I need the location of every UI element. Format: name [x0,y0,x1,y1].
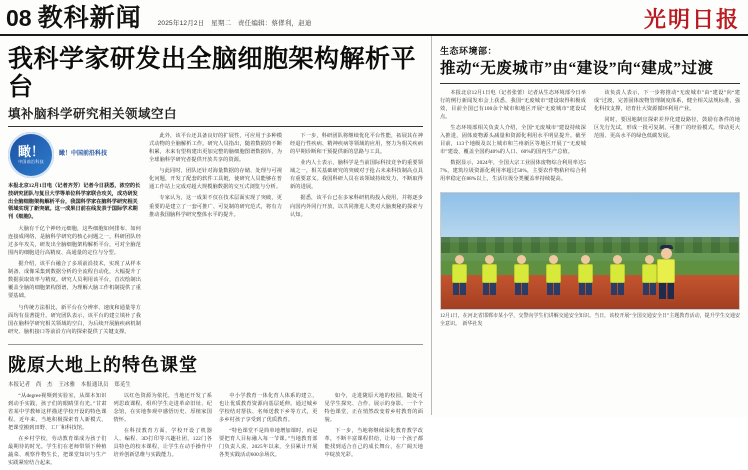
right-kicker: 生态环境部： [440,46,498,56]
child-head [455,255,464,264]
paragraph: 与此同时，团队还针对海量数据的存储、处理与可视化问题，开发了配套的软件工具链，使研究人员能够在普通工作站上完成对超大规模脑数据的交互式浏览与分析。 [149,168,282,191]
photo-traffic-officer [655,245,677,297]
paragraph: 如今，走进陇原大地的校园，随处可见学生探究、合作、展示的身影。一个个特色课堂，正在悄然改变着乡村教育的面貌。 [324,392,423,423]
photo-child [513,255,530,295]
paragraph: 下一步，当地将继续深化教育教学改革，不断丰富课程供给，让每一个孩子都能找到适合自己的成长舞台，在广阔天地中绽放光彩。 [324,428,423,459]
child-head [549,255,558,264]
news-photo [440,192,740,310]
page-number: 08 [6,5,32,31]
child-legs [453,283,466,295]
lead-subhead: 填补脑科学研究相关领域空白 [8,107,178,121]
officer-legs [659,283,674,299]
right-col-2 [594,89,740,187]
officer-head [661,248,672,259]
right-body [440,89,740,187]
left-column [0,36,432,467]
badge-caption: 瞰！中国前沿科技 [59,151,108,158]
second-col-3 [219,392,318,470]
paragraph: 下一步，科研团队将继续优化平台性能，拓展其在神经退行性疾病、精神疾病等领域的应用，努力为相关疾病的早期诊断和干预提供新的思路与工具。 [290,133,423,156]
paragraph: 据悉，该平台已在多家科研机构投入使用，并将逐步向国内外同行开放，以共同推进人类对大脑奥秘的探索与认知。 [290,195,423,218]
paragraph: 中小学教育一体化育人体系的建立，也让优质教育资源向基层延伸。通过城乡学校结对帮扶、名师送教下乡等方式，更多乡村孩子享受到了优质教育。 [219,392,318,423]
paragraph: 据介绍，该平台融合了多项前沿技术，实现了从样本制备、成像采集到数据分析的全流程自动化，大幅提升了数据获取效率与精度。研究人员利用该平台，首次绘制出覆盖全脑的细胞架构图谱，为理解大脑工作机制提供了重要基础。 [8,261,141,300]
lead-col-2 [149,132,282,339]
child-legs [547,283,560,295]
photo-child [577,255,594,295]
child-legs [483,283,496,295]
lead-body [8,132,423,339]
paragraph: 以红色资源为依托，当地还开发了系列思政课程，组织学生走进革命旧址、纪念馆，在实地参观中感悟历史、厚植家国情怀。 [113,392,212,423]
paragraph: 生态环境部相关负责人介绍，全国“无废城市”建设持续深入推进，固体废物源头减量和资源化利用水平明显提升。截至目前，113个地级及以上城市和兰州新区等地区开展了“无废城市”建设，覆盖全国约40%的人口、60%的国内生产总值。 [440,124,586,156]
lead-col-3 [290,132,423,339]
badge-small-text: 中国前沿科技 [18,159,44,165]
photo-child [609,255,626,295]
paragraph: 与传统方法相比，新平台在分辨率、速度和通量等方面均有显著提升。研究团队表示，该平台的建立填补了我国在脑科学研究相关领域的空白，为后续开展脑疾病机制研究、脑机接口等前沿方向的探索提供了关键支撑。 [8,304,141,335]
lead-col-1-text [8,225,141,336]
child-head [645,255,654,264]
paragraph: 该负责人表示，下一步将推动“无废城市”由“建设”向“建成”过渡，完善固体废物管理制度体系，健全相关法规标准，强化科技支撑，培育壮大资源循环利用产业。 [594,89,740,112]
child-legs [515,283,528,295]
paragraph: 大脑有千亿个神经元细胞，这些细胞如何排布、如何连接成网络，是脑科学研究的核心问题之一。科研团队经过多年攻关，研发出全脑细胞架构解析平台，可对全脑范围内的细胞进行高精度、高通量的定位与分型。 [8,225,141,257]
second-col-2 [114,392,213,470]
paragraph: “特色课堂不是简单地增加课时，而是要把育人目标融入每一节课。”当地教育部门负责人说，2025年以来，全县累计开展各类实践活动600余场次。 [219,428,318,459]
second-body [8,392,423,470]
paragraph: 数据显示，2024年，全国大宗工业固体废物综合利用率达57%，建筑垃圾资源化利用率超过50%，主要农作物秸秆综合利用率稳定在88%以上，生活垃圾分类覆盖率持续提高。 [440,160,586,183]
lead-col-1 [8,132,141,339]
paragraph: 此外，该平台还具备良好的扩展性，可应用于多种模式动物的全脑解析工作。研究人员指出，随着数据的不断积累，未来有望构建出更加完整的脑细胞图谱数据库，为全球脑科学研究者提供开放共享的资源。 [149,133,282,164]
photo-caption: 12月1日，在河北省邯郸市某小学，交警向学生们讲解交通安全知识。当日，该校开展“全国交通安全日”主题教育活动，提升学生交通安全意识。 新华社发 [440,314,740,327]
paragraph: 在乡村学校，劳动教育课成为孩子们最期待的时光。学生们在老师带领下种植蔬菜、观察作物生长，把课堂知识与生产实践紧密结合起来。 [8,436,107,467]
child-head [613,255,622,264]
second-byline: 本报记者 尚 杰 王冰雅 本报通讯员 郑觅生 [8,381,131,388]
photo-child [545,255,562,295]
child-vest [610,264,625,283]
rule [8,344,423,345]
badge-circle-icon [8,132,54,178]
lead-col-2-text [149,132,282,219]
child-head [485,255,494,264]
right-headline: 推动“无废城市”由“建设”向“建成”过渡 [440,60,714,77]
photo-tree-line [441,237,739,253]
paragraph: “从degree视频到实验室，从课本知识到动手实践，孩子们的眼睛里有光。”甘肃省某中学教师这样描述学校开设的特色课程。近年来，当地积极探索育人新模式，把课堂搬到田野、工厂和科技馆。 [8,392,107,432]
paper-logo: 光明日报 [643,7,740,32]
badge-big-char: 瞰！ [17,144,44,160]
series-badge [8,132,141,178]
right-col-1 [440,89,586,187]
right-dateline: 本报北京12月1日电（记者张蕾）记者从生态环境部今日举行的例行新闻发布会上获悉，我国“无废城市”建设取得积极成效，目前全国已有100余个城市和地区开展“无废城市”建设试点。 [440,89,586,120]
photo-child [481,255,498,295]
officer-vest [657,259,675,283]
photo-child [451,255,468,295]
second-col-1 [8,392,107,470]
masthead-meta: 2025年12月2日 星期二 责任编辑：蔡侾利，赵迪 [157,20,312,27]
paragraph: 在科技教育方面，学校开设了机器人、编程、3D打印等兴趣社团，122门各具特色的校本课程，让学生在动手操作中培养创新思维与实践能力。 [113,428,212,459]
rule [440,83,740,84]
rule [8,126,423,127]
child-vest [578,264,593,283]
section-title: 教科新闻 [37,5,142,32]
child-vest [514,264,529,283]
page-content [0,36,748,467]
lead-headline: 我科学家研发出全脑细胞架构解析平台 [8,46,417,101]
child-vest [452,264,467,283]
second-headline: 陇原大地上的特色课堂 [8,354,198,375]
paragraph: 专家认为，这一成果不仅在技术层面实现了突破，更重要的是建立了一套可推广、可复制的研究范式，将有力推动我国脑科学研究整体水平的提升。 [149,195,282,218]
masthead [0,0,748,36]
right-column [432,36,748,415]
paragraph: 业内人士表示，脑科学是当前国际科技竞争的重要领域之一，相关基础研究的突破对于抢占未来科技制高点具有重要意义。我国科研人员在该领域持续发力，不断取得新的进展。 [290,160,423,191]
second-col-4 [325,392,424,470]
child-head [517,255,526,264]
child-head [581,255,590,264]
child-legs [579,283,592,295]
child-vest [482,264,497,283]
lead-col-3-text [290,132,423,219]
child-legs [611,283,624,295]
child-vest [546,264,561,283]
lead-dateline: 本报北京12月1日电（记者齐芳）记者今日获悉，浓空的长技研究团队与复旦大学等单位科学家联合攻关，成功研发出全脑细胞架构解析平台，我国科学家在脑科学研究相关领域实现了新突破。这一成果日前在线发表于国际学术期刊《细胞》。 [8,183,141,221]
paragraph: 同时，要因地制宜探索差异化建设路径，鼓励有条件的地区先行先试，形成一批可复制、可推广的经验模式，带动更大范围、更高水平的绿色低碳发展。 [594,116,740,139]
